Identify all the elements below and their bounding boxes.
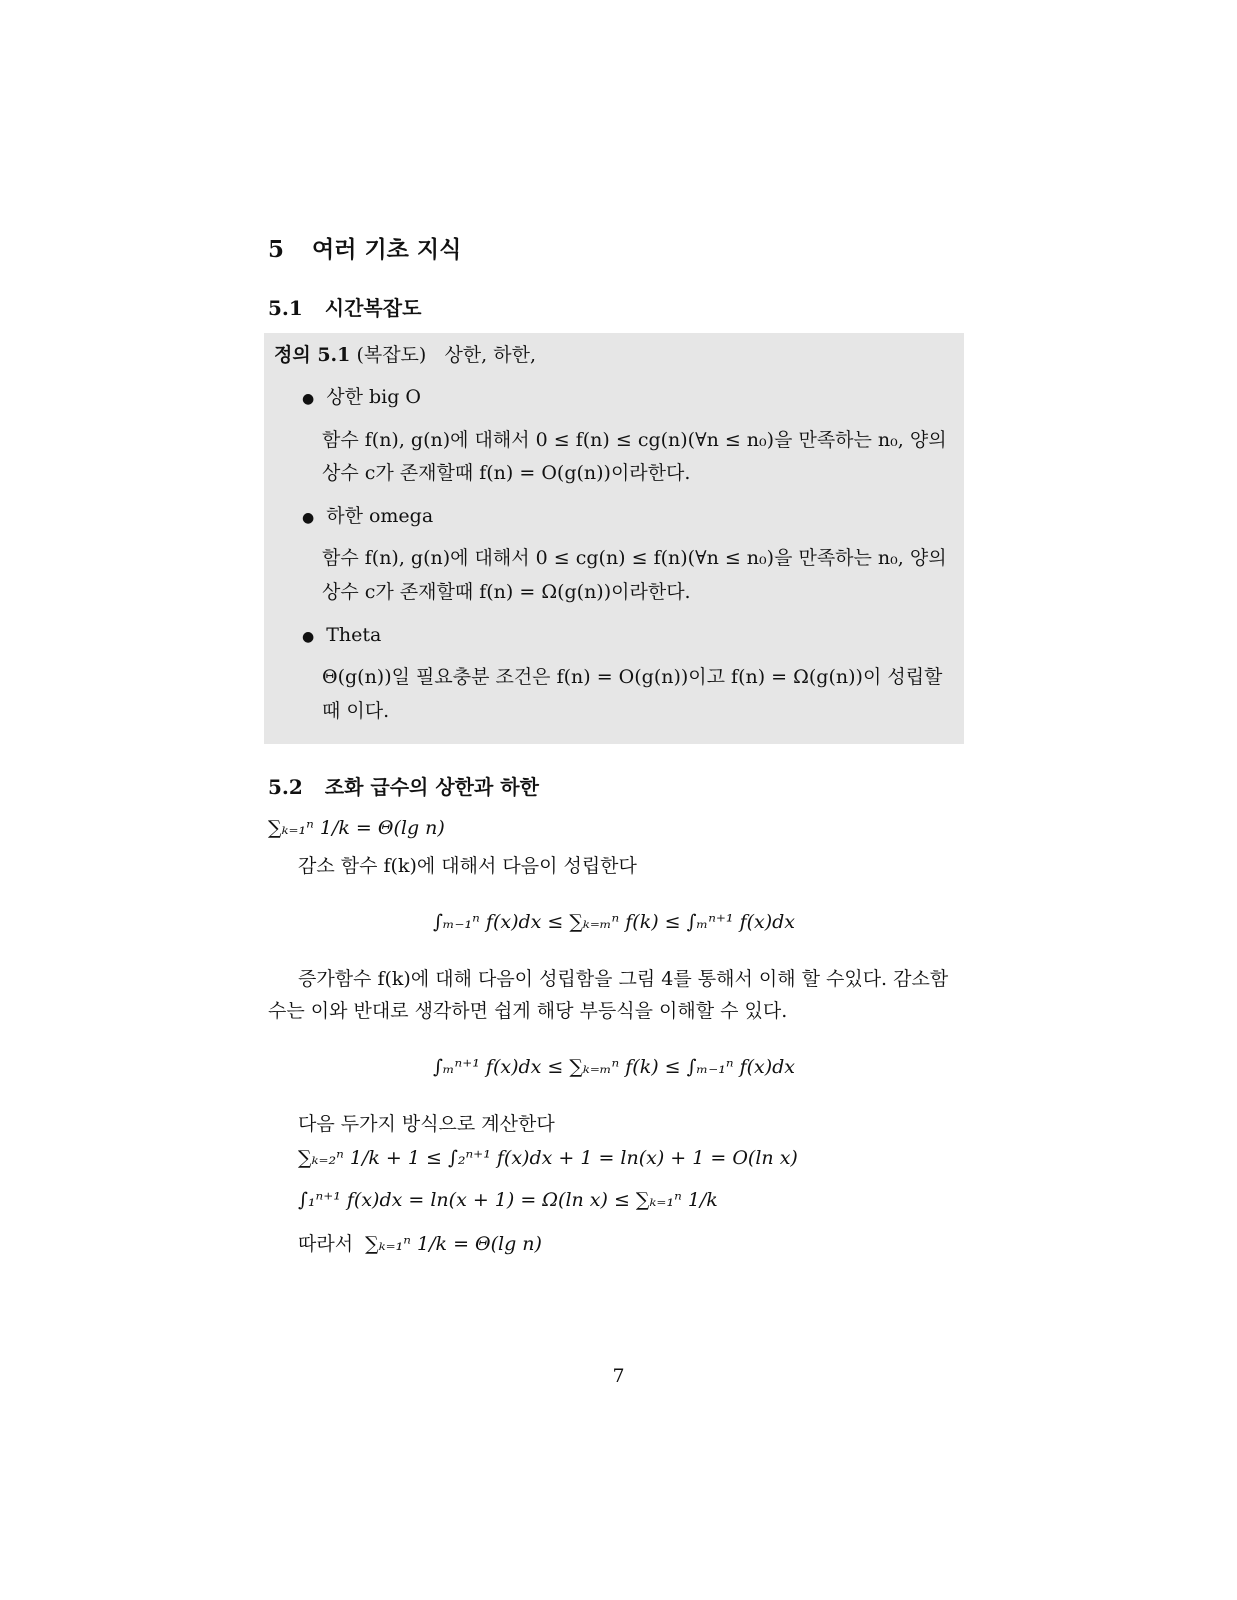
calc-line-1: ∑ₖ₌₂ⁿ 1/k + 1 ≤ ∫₂ⁿ⁺¹ f(x)dx + 1 = ln(x) + 1 = O(ln x): [298, 1146, 798, 1169]
definition-list: [274, 381, 954, 727]
calc-text: 다음 두가지 방식으로 계산한다: [298, 1112, 555, 1135]
subsection-heading-1: [268, 291, 960, 325]
conclusion-formula: ∑ₖ₌₁ⁿ 1/k = Θ(lg n): [365, 1233, 542, 1256]
item-title: 상한 big O: [326, 386, 421, 409]
item-title: Theta: [326, 623, 382, 646]
decreasing-text: 감소 함수 f(k)에 대해서 다음이 성립한다: [298, 855, 637, 878]
bullet-icon: ●: [302, 628, 315, 645]
subsection-number: 5.2: [268, 774, 303, 799]
increasing-text: 증가함수 f(k)에 대해 다음이 성립함을 그림 4를 통해서 이해 할 수있다. 감소함수는 이와 반대로 생각하면 쉽게 해당 부등식을 이해할 수 있다.: [268, 967, 949, 1022]
section-title: 여러 기초 지식: [312, 236, 462, 263]
definition-intro: 상한, 하한,: [444, 344, 536, 367]
section-heading: [268, 230, 960, 269]
bullet-icon: ●: [302, 391, 315, 408]
conclusion-prefix: 따라서: [298, 1233, 354, 1256]
section-number: 5: [268, 236, 285, 263]
item-title: 하한 omega: [326, 505, 434, 528]
definition-label: 정의 5.1: [274, 344, 351, 367]
subsection-title: 조화 급수의 상한과 하한: [324, 774, 539, 799]
page-number: 7: [612, 1365, 625, 1387]
definition-header: [274, 339, 954, 371]
definition-box: [264, 333, 964, 744]
definition-name: (복잡도): [356, 344, 427, 367]
item-body: Θ(g(n))일 필요충분 조건은 f(n) = O(g(n))이고 f(n) = Ω(g(n))이 성립할때 이다.: [322, 666, 943, 722]
conclusion-line: [298, 1228, 960, 1260]
subsection-number: 5.1: [268, 296, 303, 321]
inequality-2: ∫ₘⁿ⁺¹ f(x)dx ≤ ∑ₖ₌ₘⁿ f(k) ≤ ∫ₘ₋₁ⁿ f(x)dx: [432, 1056, 796, 1079]
subsection-heading-2: [268, 770, 960, 804]
harmonic-statement: ∑ₖ₌₁ⁿ 1/k = Θ(lg n): [268, 816, 445, 839]
list-item: [302, 381, 954, 490]
item-body: 함수 f(n), g(n)에 대해서 0 ≤ cg(n) ≤ f(n)(∀n ≤ n₀)을 만족하는 n₀, 양의 상수 c가 존재할때 f(n) = Ω(g(n))이라한다.: [322, 547, 947, 603]
calc-line-2: ∫₁ⁿ⁺¹ f(x)dx = ln(x + 1) = Ω(ln x) ≤ ∑ₖ₌₁ⁿ 1/k: [298, 1189, 718, 1212]
list-item: [302, 500, 954, 609]
list-item: [302, 619, 954, 728]
inequality-1: ∫ₘ₋₁ⁿ f(x)dx ≤ ∑ₖ₌ₘⁿ f(k) ≤ ∫ₘⁿ⁺¹ f(x)dx: [432, 911, 796, 934]
bullet-icon: ●: [302, 510, 315, 527]
page-content: [268, 230, 960, 1261]
item-body: 함수 f(n), g(n)에 대해서 0 ≤ f(n) ≤ cg(n)(∀n ≤ n₀)을 만족하는 n₀, 양의 상수 c가 존재할때 f(n) = O(g(n))이라한다.: [322, 428, 947, 484]
subsection-title: 시간복잡도: [324, 296, 422, 321]
